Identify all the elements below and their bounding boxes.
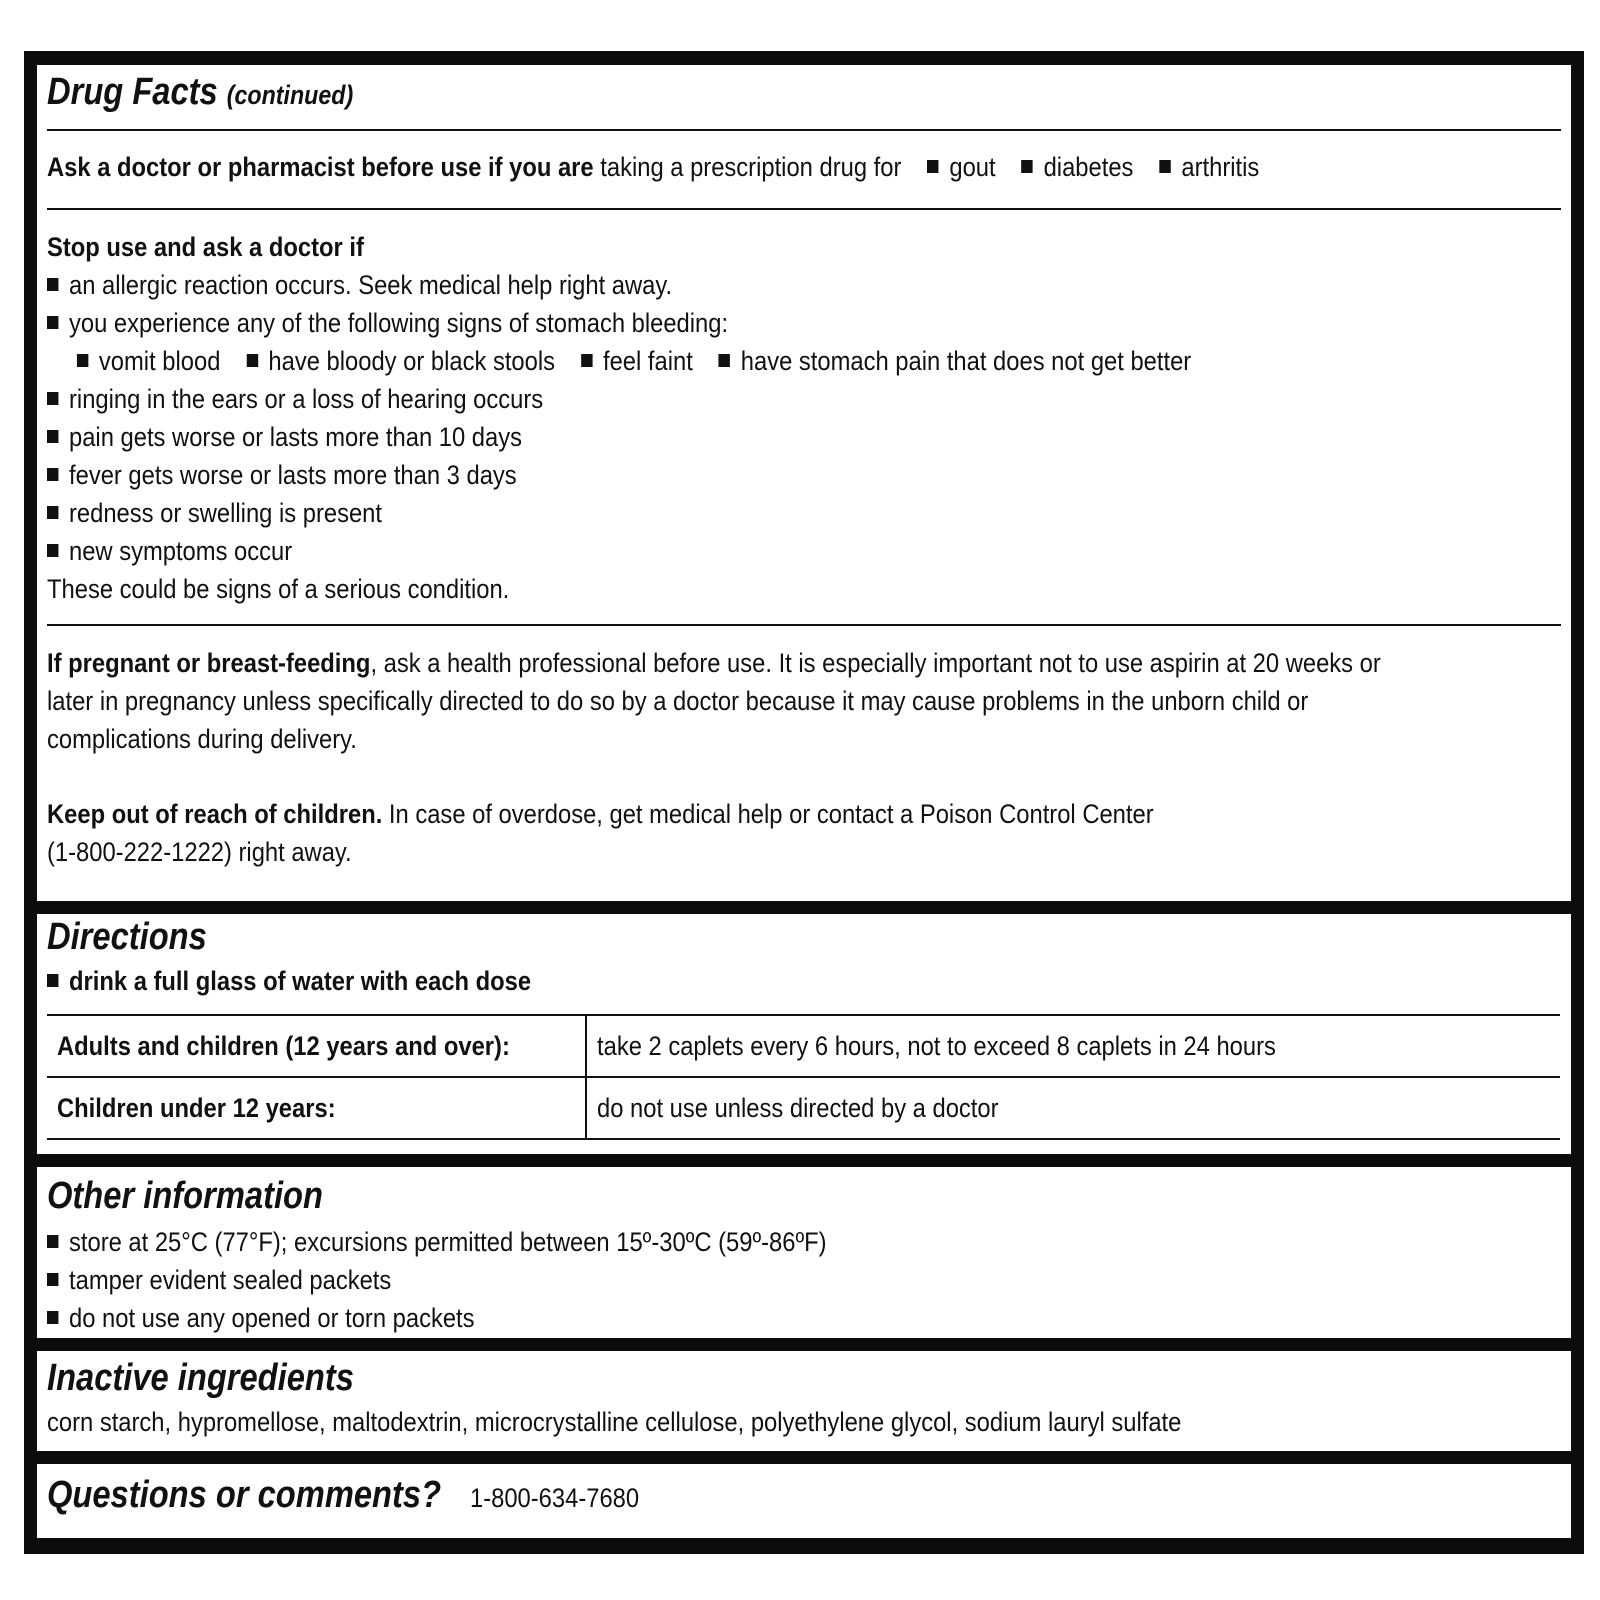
table-row [47,1015,1560,1077]
keep-out-section [47,758,1561,871]
sign-item: have bloody or black stools [268,346,556,376]
questions-phone: 1-800-634-7680 [469,1483,639,1513]
directions-bullet [47,962,1379,1000]
age-group: Children under 12 years: [57,1092,336,1123]
stop-use-section [47,210,1561,624]
drug-facts-title [47,71,353,114]
directions-panel [37,914,1571,1154]
table-cell [47,1015,586,1077]
bullet-icon [719,354,730,367]
bullet-icon [1022,160,1033,173]
list-item [47,532,1379,570]
condition-item: gout [949,152,996,182]
bullet-icon [927,160,938,173]
bullet-icon [47,544,58,557]
list-item-text: pain gets worse or lasts more than 10 days [69,422,523,452]
dose-text: do not use unless directed by a doctor [597,1092,999,1123]
stop-use-heading: Stop use and ask a doctor if [47,232,364,262]
bullet-icon [47,506,58,519]
table-cell [586,1015,1560,1077]
bullet-icon [47,316,58,329]
sign-item: feel faint [602,346,693,376]
list-item-text: fever gets worse or lasts more than 3 days [69,460,517,490]
pregnancy-heading: If pregnant or breast-feeding [47,648,371,678]
list-item [47,1223,1379,1261]
list-item [47,494,1379,532]
stop-use-footer: These could be signs of a serious condition. [47,574,510,604]
table-row [47,1077,1560,1139]
continued-label: (continued) [226,80,354,110]
keep-out-heading: Keep out of reach of children. [47,799,383,829]
bullet-icon [47,468,58,481]
directions-bullet-text: drink a full glass of water with each dose [69,966,532,996]
sign-item: vomit blood [98,346,221,376]
warnings-panel [37,65,1571,901]
pregnancy-section [47,626,1561,758]
list-item [47,1261,1379,1299]
condition-item: arthritis [1181,152,1260,182]
list-item-text: tamper evident sealed packets [69,1265,392,1295]
bullet-icon [581,354,592,367]
pregnancy-text: , ask a health professional before use. It is especially important not to use aspirin at 20 weeks or [370,648,1381,678]
pregnancy-text: complications during delivery. [47,724,357,754]
inactive-ingredients-panel [37,1351,1571,1451]
age-group: Adults and children (12 years and over): [57,1030,510,1061]
list-item-text: store at 25°C (77°F); excursions permitted between 15º-30ºC (59º-86ºF) [69,1227,827,1257]
other-information-panel [37,1167,1571,1338]
bleeding-signs [47,342,1379,380]
list-item-text: do not use any opened or torn packets [69,1303,475,1333]
bullet-icon [77,354,88,367]
list-item [47,380,1379,418]
inactive-ingredients-list: corn starch, hypromellose, maltodextrin, microcrystalline cellulose, polyethylene glycol, sodium lauryl sulfate [47,1407,1182,1437]
bullet-icon [47,974,58,987]
bullet-icon [47,1311,58,1324]
list-item-text: you experience any of the following signs of stomach bleeding: [69,308,729,338]
bullet-icon [47,1235,58,1248]
list-item [47,304,1379,342]
list-item-text: new symptoms occur [69,536,293,566]
list-item-text: ringing in the ears or a loss of hearing occurs [69,384,544,414]
other-information-title: Other information [47,1175,323,1217]
table-cell [47,1077,586,1139]
title-text: Drug Facts [47,71,218,113]
drug-facts-label [24,51,1584,1554]
table-cell [586,1077,1560,1139]
sign-item: have stomach pain that does not get better [740,346,1192,376]
dose-text: take 2 caplets every 6 hours, not to exceed 8 caplets in 24 hours [597,1030,1276,1061]
poison-control-phone: (1-800-222-1222) right away. [47,837,352,867]
ask-doctor-section [47,148,1379,186]
list-item-text: an allergic reaction occurs. Seek medical help right away. [69,270,673,300]
pregnancy-text: later in pregnancy unless specifically directed to do so by a doctor because it may cause problems in the unborn child or [47,686,1309,716]
list-item-text: redness or swelling is present [69,498,382,528]
list-item [47,1299,1379,1337]
ask-doctor-heading: Ask a doctor or pharmacist before use if you are [47,152,594,182]
condition-item: diabetes [1043,152,1134,182]
inactive-ingredients-title: Inactive ingredients [47,1357,354,1399]
ask-doctor-text: taking a prescription drug for [600,152,902,182]
keep-out-text: In case of overdose, get medical help or contact a Poison Control Center [382,799,1154,829]
list-item [47,418,1379,456]
bullet-icon [47,278,58,291]
bullet-icon [47,430,58,443]
list-item [47,456,1379,494]
directions-title: Directions [47,916,207,958]
bullet-icon [1159,160,1170,173]
bullet-icon [47,1273,58,1286]
bullet-icon [246,354,257,367]
questions-panel [37,1464,1571,1538]
bullet-icon [47,392,58,405]
dosage-table [47,1014,1560,1140]
questions-title: Questions or comments? [47,1474,442,1516]
list-item [47,266,1379,304]
